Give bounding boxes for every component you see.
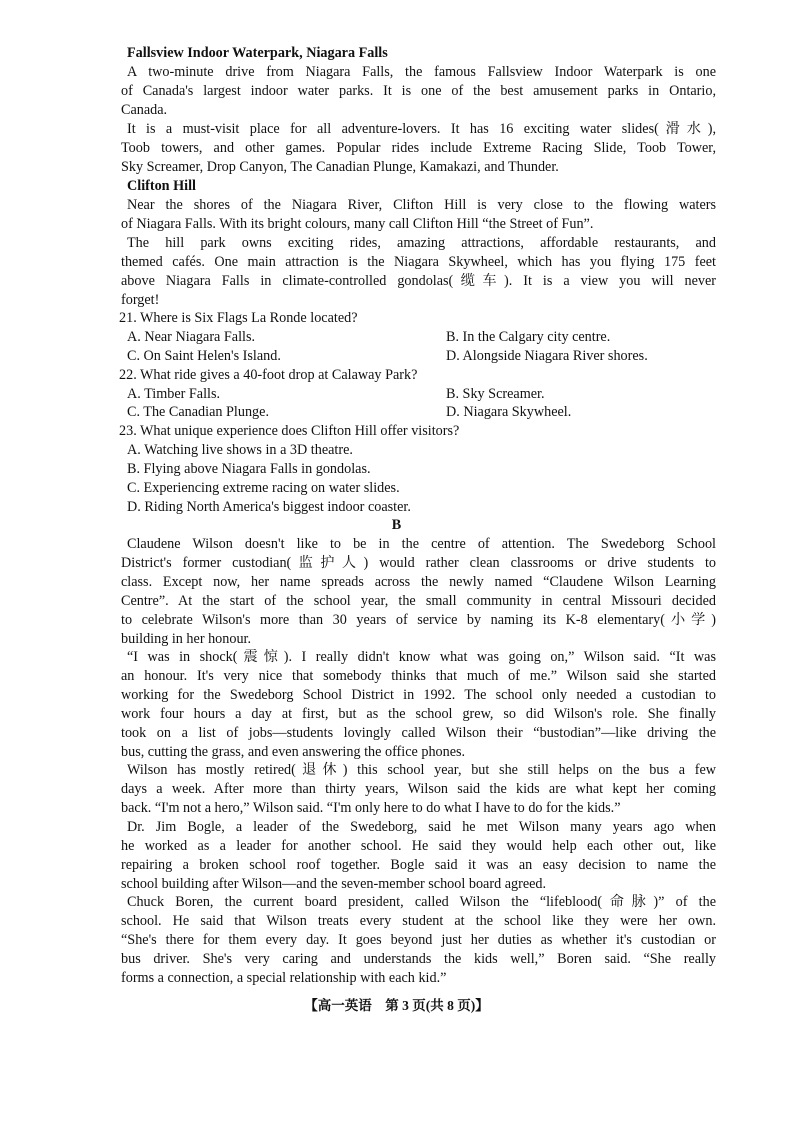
text-line: Canada. (121, 102, 168, 118)
question-stem-22: 22. What ride gives a 40-foot drop at Calaway Park? (119, 367, 418, 383)
option-23-a: A. Watching live shows in a 3D theatre. (127, 442, 353, 458)
text-line: It is a must-visit place for all adventure-lovers. It has 16 exciting water slides(滑水), (127, 121, 716, 137)
text-line: back. “I'm not a hero,” Wilson said. “I'm only here to do what I have to do for the kids.” (121, 800, 621, 816)
option-21-b: B. In the Calgary city centre. (446, 329, 611, 345)
text-line: Sky Screamer, Drop Canyon, The Canadian Plunge, Kamakazi, and Thunder. (121, 159, 559, 175)
text-line: Toob towers, and other games. Popular rides include Extreme Racing Slide, Toob Tower, (121, 140, 716, 156)
text-line: “She's there for them every day. It goes beyond just her duties as whether it's custodian or (121, 932, 716, 948)
text-line: school. He said that Wilson treats every student at the school like they were her own. (121, 913, 716, 929)
option-22-d: D. Niagara Skywheel. (446, 404, 572, 420)
text-line: A two-minute drive from Niagara Falls, the famous Fallsview Indoor Waterpark is one (127, 64, 716, 80)
text-line: District's former custodian(监护人) would rather clean classrooms or drive students to (121, 555, 716, 571)
text-line: Centre”. At the start of the school year, the small community in central Missouri decided (121, 593, 716, 609)
text-line: building in her honour. (121, 631, 252, 647)
text-line: working for the Swedeborg School District in 1992. The school only needed a custodian to (121, 687, 716, 703)
text-line: bus driver. She's very caring and understands the kids well,” Boren said. “She really (121, 951, 716, 967)
option-22-b: B. Sky Screamer. (446, 386, 545, 402)
option-23-b: B. Flying above Niagara Falls in gondolas. (127, 461, 371, 477)
option-21-a: A. Near Niagara Falls. (127, 329, 256, 345)
section-title-fallsview: Fallsview Indoor Waterpark, Niagara Falls (127, 45, 388, 61)
text-line: work four hours a day at first, but as the school grew, so did Wilson's role. She finally (121, 706, 716, 722)
text-line: themed cafés. One main attraction is the Niagara Skywheel, which has you flying 175 feet (121, 254, 716, 270)
text-line: class. Except now, her name spreads across the newly named “Claudene Wilson Learning (121, 574, 716, 590)
text-line: Claudene Wilson doesn't like to be in the centre of attention. The Swedeborg School (127, 536, 716, 552)
text-line: of Canada's largest indoor water parks. It is one of the best amusement parks in Ontario, (121, 83, 716, 99)
text-line: took on a list of jobs—students lovingly called Wilson their “bustodian”—like driving the (121, 725, 716, 741)
text-line: an honour. It's very nice that somebody thinks that much of me.” Wilson said she started (121, 668, 716, 684)
text-line: “I was in shock(震惊). I really didn't know what was going on,” Wilson said. “It was (127, 649, 716, 665)
text-line: repairing a broken school roof together. Bogle said it was an easy decision to name the (121, 857, 716, 873)
option-22-a: A. Timber Falls. (127, 386, 221, 402)
option-21-d: D. Alongside Niagara River shores. (446, 348, 648, 364)
question-stem-21: 21. Where is Six Flags La Ronde located? (119, 310, 358, 326)
text-line: bus, cutting the grass, and even answering the office phones. (121, 744, 466, 760)
text-line: Dr. Jim Bogle, a leader of the Swedeborg, said he met Wilson many years ago when (127, 819, 716, 835)
text-line: The hill park owns exciting rides, amazing attractions, affordable restaurants, and (127, 235, 716, 251)
option-22-c: C. The Canadian Plunge. (127, 404, 269, 420)
text-line: Near the shores of the Niagara River, Clifton Hill is very close to the flowing waters (127, 197, 716, 213)
question-stem-23: 23. What unique experience does Clifton Hill offer visitors? (119, 423, 460, 439)
option-23-d: D. Riding North America's biggest indoor coaster. (127, 499, 411, 515)
text-line: days a week. After more than thirty years, Wilson said the kids are what kept her coming (121, 781, 716, 797)
option-23-c: C. Experiencing extreme racing on water slides. (127, 480, 400, 496)
text-line: forget! (121, 292, 160, 308)
text-line: above Niagara Falls in climate-controlled gondolas(缆车). It is a view you will never (121, 273, 716, 289)
option-21-c: C. On Saint Helen's Island. (127, 348, 281, 364)
text-line: forms a connection, a special relationship with each kid.” (121, 970, 447, 986)
passage-b-label: B (391, 517, 402, 533)
text-line: to celebrate Wilson's more than 30 years of service by naming its K-8 elementary(小学) (121, 612, 716, 628)
text-line: school building after Wilson—and the seven-member school board agreed. (121, 876, 547, 892)
section-title-clifton-hill: Clifton Hill (127, 178, 196, 194)
page-footer: 【高一英语 第 3 页(共 8 页)】 (304, 998, 489, 1013)
text-line: of Niagara Falls. With its bright colours, many call Clifton Hill “the Street of Fun”. (121, 216, 594, 232)
text-line: Chuck Boren, the current board president, called Wilson the “lifeblood(命脉)” of the (127, 894, 716, 910)
text-line: Wilson has mostly retired(退休) this school year, but she still helps on the bus a few (127, 762, 716, 778)
text-line: he worked as a leader for another school. He said they would help each other out, like (121, 838, 716, 854)
